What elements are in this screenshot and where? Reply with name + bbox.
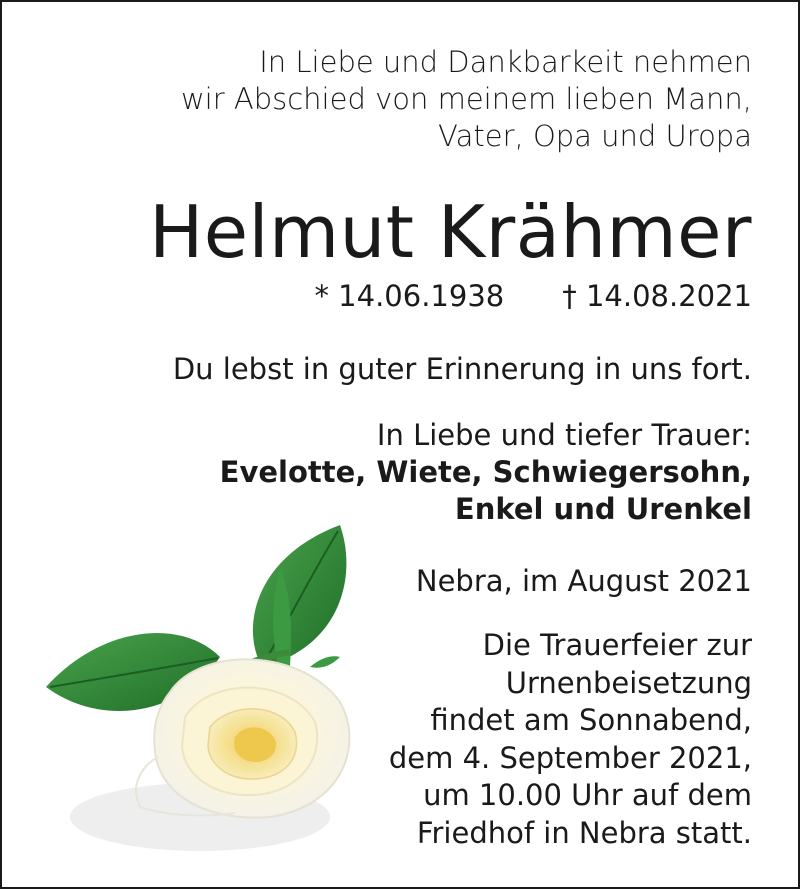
deceased-name: Helmut Krähmer — [149, 190, 752, 274]
mourning-line: In Liebe und tiefer Trauer: — [376, 418, 752, 452]
life-dates — [314, 277, 752, 315]
mourners-block — [220, 417, 752, 528]
funeral-line-1: Die Trauerfeier zur — [482, 628, 752, 662]
funeral-line-5: um 10.00 Uhr auf dem — [423, 778, 752, 812]
intro-line-1: In Liebe und Dankbarkeit nehmen — [259, 45, 752, 79]
funeral-line-3: findet am Sonnabend, — [430, 703, 752, 737]
birth-date: * 14.06.1938 — [314, 279, 505, 313]
leaf-top — [253, 525, 346, 667]
white-rose-image — [40, 517, 380, 877]
intro-line-2: wir Abschied von meinem lieben Mann, — [180, 82, 752, 116]
intro-line-3: Vater, Opa und Uropa — [438, 119, 752, 153]
place-date: Nebra, im August 2021 — [415, 564, 752, 598]
mourners-line-1: Evelotte, Wiete, Schwiegersohn, — [219, 455, 752, 489]
intro-text — [181, 44, 752, 155]
memorial-quote: Du lebst in guter Erinnerung in uns fort. — [172, 352, 752, 386]
funeral-details — [389, 627, 752, 852]
mourners-line-2: Enkel und Urenkel — [454, 492, 752, 526]
funeral-line-6: Friedhof in Nebra statt. — [416, 815, 752, 850]
death-date: † 14.08.2021 — [562, 279, 752, 313]
funeral-line-4: dem 4. September 2021, — [388, 740, 752, 775]
funeral-line-2: Urnenbeisetzung — [505, 665, 752, 700]
